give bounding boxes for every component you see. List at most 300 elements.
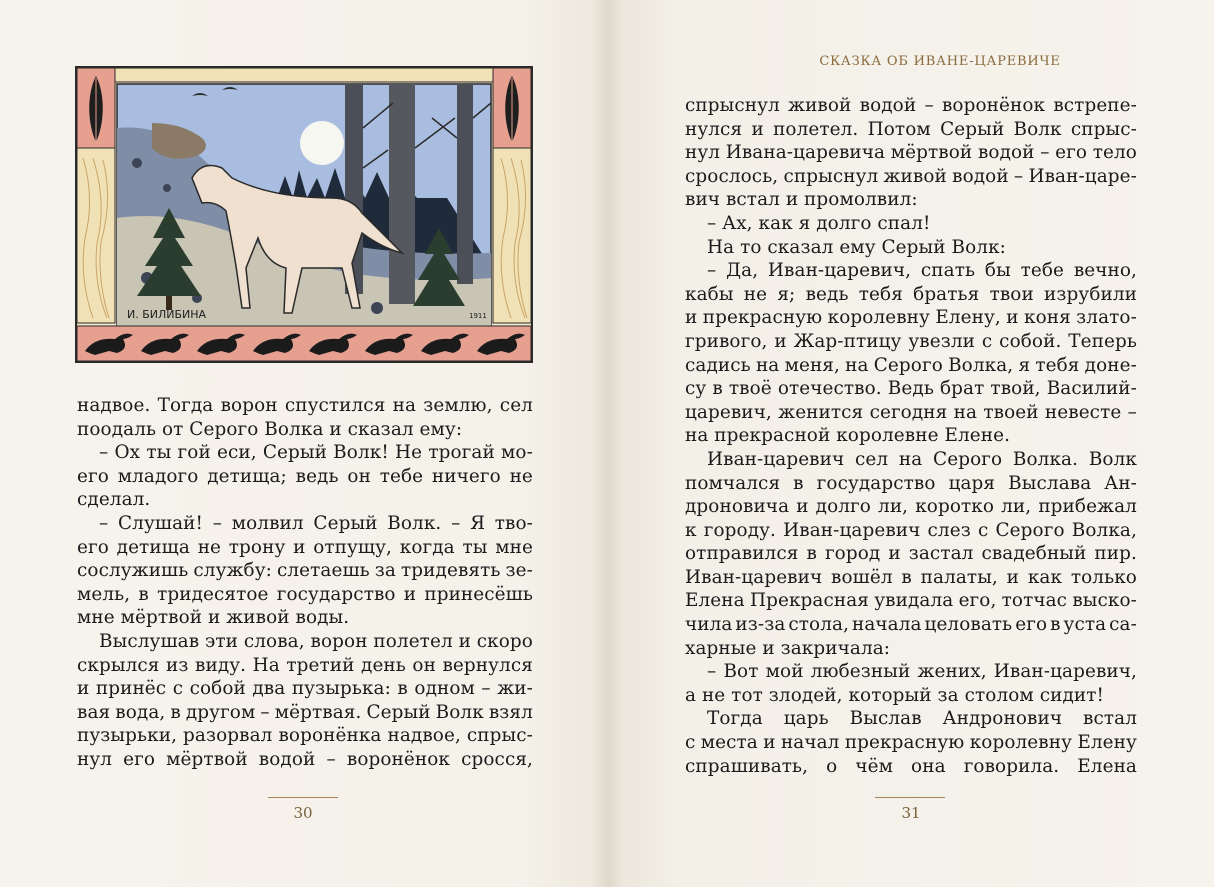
text-line bbox=[685, 472, 1137, 496]
word: его, bbox=[958, 590, 997, 612]
word: скоро bbox=[476, 630, 533, 652]
word: только bbox=[1070, 566, 1137, 588]
text-line bbox=[77, 441, 533, 465]
word: в bbox=[170, 701, 181, 723]
word: – bbox=[451, 512, 461, 534]
word: и bbox=[293, 536, 306, 558]
word: как bbox=[758, 212, 793, 234]
word: другом bbox=[185, 701, 256, 723]
word: королевну bbox=[969, 732, 1073, 754]
word: сел bbox=[499, 395, 533, 416]
word: вич bbox=[685, 189, 721, 211]
word: она bbox=[911, 755, 946, 777]
word: на bbox=[755, 354, 780, 376]
word: живой bbox=[883, 165, 947, 187]
text-line bbox=[77, 394, 533, 418]
word: тридевять bbox=[401, 560, 501, 582]
word: тебе bbox=[379, 465, 424, 487]
word: государство bbox=[816, 472, 936, 494]
text-line bbox=[685, 660, 1137, 684]
word: Иван-царевич, bbox=[767, 260, 912, 282]
word: прекрасную bbox=[844, 732, 965, 754]
word: нул bbox=[685, 142, 721, 164]
word: целовать bbox=[924, 614, 1013, 636]
word: мёртвой bbox=[120, 607, 203, 629]
text-line bbox=[77, 654, 533, 678]
word: – bbox=[99, 512, 109, 534]
text-line bbox=[77, 559, 533, 583]
word: Теперь bbox=[1068, 330, 1137, 352]
word: мёртвая. bbox=[274, 701, 362, 723]
word: мне bbox=[77, 607, 115, 629]
word: – bbox=[1127, 401, 1137, 423]
text-line bbox=[685, 141, 1137, 165]
word: сегодня bbox=[869, 401, 948, 423]
word: он bbox=[347, 465, 371, 487]
word: сказал bbox=[767, 236, 834, 258]
word: – bbox=[260, 701, 270, 723]
word: тридесятое bbox=[157, 583, 269, 605]
word: а bbox=[685, 684, 697, 706]
word: пир. bbox=[1094, 543, 1137, 565]
word: Волк. bbox=[387, 512, 442, 534]
word: Ох bbox=[114, 442, 141, 464]
word: палаты, bbox=[920, 566, 998, 588]
word: с bbox=[172, 678, 184, 700]
word: Ивана-царевича bbox=[725, 142, 886, 164]
word: дроновича bbox=[685, 496, 790, 518]
text-line bbox=[685, 165, 1137, 189]
word: его bbox=[1015, 614, 1048, 636]
word: я bbox=[798, 212, 811, 234]
word: собой bbox=[189, 678, 246, 700]
word: спрашивать, bbox=[685, 755, 809, 777]
word: Серого bbox=[995, 519, 1065, 541]
word: на bbox=[392, 395, 417, 416]
word: царь bbox=[783, 708, 829, 730]
word: садись bbox=[685, 354, 751, 376]
word: начал bbox=[780, 732, 840, 754]
word: прибежал bbox=[1038, 496, 1137, 518]
word: сросся, bbox=[461, 748, 533, 770]
word: я; bbox=[777, 283, 796, 305]
text-line bbox=[685, 566, 1137, 590]
word: в bbox=[712, 378, 723, 400]
word: когда bbox=[399, 536, 455, 558]
word: су bbox=[685, 378, 707, 400]
word: твоей bbox=[983, 401, 1039, 423]
word: долго bbox=[816, 212, 872, 234]
word: за bbox=[374, 560, 396, 582]
word: государство bbox=[276, 583, 396, 605]
word: трону bbox=[228, 536, 286, 558]
right-page bbox=[607, 0, 1214, 887]
word: изрубили bbox=[1044, 283, 1137, 305]
word: я bbox=[1018, 354, 1031, 376]
folio-rule bbox=[268, 797, 338, 798]
word: Потом bbox=[867, 118, 931, 140]
word: Тогда bbox=[157, 395, 214, 416]
word: Иван-царевич, bbox=[993, 661, 1137, 683]
word: слова, bbox=[243, 630, 305, 652]
word: твоё bbox=[728, 378, 772, 400]
word: тотчас bbox=[1001, 590, 1068, 612]
word: ведь bbox=[805, 283, 849, 305]
word: ли, bbox=[878, 496, 909, 518]
word: как bbox=[1027, 566, 1063, 588]
word: ворон bbox=[310, 630, 368, 652]
word: тебе bbox=[1020, 260, 1065, 282]
word: к bbox=[685, 519, 697, 541]
word: отечество. bbox=[777, 378, 882, 400]
word: злато- bbox=[1076, 307, 1137, 329]
word: сделал. bbox=[77, 489, 151, 511]
word: встал bbox=[1083, 708, 1137, 730]
text-line bbox=[685, 542, 1137, 566]
word: Я bbox=[470, 512, 486, 534]
word: вечно, bbox=[1073, 260, 1137, 282]
word: и bbox=[796, 496, 809, 518]
word: харные bbox=[685, 637, 757, 659]
word: твои bbox=[989, 283, 1034, 305]
word: Волка. bbox=[1012, 448, 1079, 470]
word: водой bbox=[977, 142, 1035, 164]
text-line bbox=[685, 188, 1137, 212]
text-line bbox=[685, 519, 1137, 543]
word: на bbox=[953, 401, 978, 423]
word: Волк! bbox=[333, 442, 389, 464]
text-line bbox=[685, 707, 1137, 731]
word: Серого bbox=[873, 354, 943, 376]
word: Волка bbox=[264, 418, 324, 440]
word: Волк bbox=[1013, 118, 1062, 140]
text-line bbox=[685, 495, 1137, 519]
folio-rule bbox=[875, 797, 945, 798]
wolf-illustration bbox=[77, 68, 531, 361]
word: царевич, bbox=[685, 401, 772, 423]
word: Не bbox=[395, 442, 423, 464]
word: мёртвой bbox=[166, 748, 248, 770]
word: водой bbox=[258, 748, 316, 770]
word: Елену bbox=[1077, 732, 1137, 754]
word: полетел. bbox=[773, 118, 859, 140]
word: и bbox=[403, 583, 417, 605]
word: и bbox=[762, 637, 775, 659]
word: разорвал bbox=[183, 725, 273, 747]
word: землю, bbox=[423, 395, 493, 416]
word: уста bbox=[1063, 614, 1107, 636]
word: Слушай! bbox=[118, 512, 203, 534]
text-line bbox=[685, 731, 1137, 755]
word: Серый bbox=[366, 701, 431, 723]
word: два bbox=[252, 678, 286, 700]
word: он bbox=[412, 654, 436, 676]
word: и bbox=[77, 678, 90, 700]
word: ведь bbox=[295, 465, 339, 487]
word: царя bbox=[948, 472, 996, 494]
text-line bbox=[685, 613, 1137, 637]
word: гой bbox=[177, 442, 211, 464]
word: Серый bbox=[262, 442, 327, 464]
word: день bbox=[361, 654, 406, 676]
word: тот bbox=[731, 684, 763, 706]
text-line bbox=[77, 677, 533, 701]
word: и bbox=[888, 543, 901, 565]
word: отпущу, bbox=[313, 536, 392, 558]
word: Иван-царевич bbox=[685, 566, 823, 588]
word: Елена bbox=[685, 590, 745, 612]
word: Тогда bbox=[707, 708, 763, 730]
word: мель, bbox=[77, 583, 131, 605]
word: стола, bbox=[788, 614, 850, 636]
word: – bbox=[707, 661, 717, 683]
text-line bbox=[77, 488, 533, 512]
word: живой bbox=[788, 95, 852, 116]
word: о bbox=[826, 755, 838, 777]
running-head: СКАЗКА ОБ ИВАНЕ-ЦАРЕВИЧЕ bbox=[819, 54, 1061, 69]
word: Прекрасная bbox=[749, 590, 870, 612]
word: его bbox=[1055, 142, 1088, 164]
word: в bbox=[901, 566, 912, 588]
word: – bbox=[481, 678, 491, 700]
word: ли, bbox=[1001, 496, 1032, 518]
word: Вот bbox=[723, 661, 759, 683]
word: принёс bbox=[95, 678, 167, 700]
word: и bbox=[774, 330, 787, 352]
word: надвое. bbox=[77, 395, 151, 416]
word: спрыснул bbox=[685, 95, 780, 116]
word: Елена bbox=[1077, 755, 1137, 777]
word: третий bbox=[286, 654, 355, 676]
word: и bbox=[751, 118, 764, 140]
text-line bbox=[685, 354, 1137, 378]
word: помчался bbox=[685, 472, 781, 494]
word: – bbox=[1013, 165, 1024, 187]
word: твой, bbox=[990, 378, 1041, 400]
word: начала bbox=[851, 614, 922, 636]
word: не bbox=[743, 283, 768, 305]
text-line bbox=[77, 465, 533, 489]
word: застал bbox=[908, 543, 974, 565]
word: слетаешь bbox=[276, 560, 370, 582]
book-gutter bbox=[592, 0, 622, 887]
word: зе- bbox=[505, 560, 533, 582]
text-line bbox=[685, 94, 1137, 118]
word: спрыснул bbox=[783, 165, 879, 187]
text-line bbox=[685, 377, 1137, 401]
word: младого bbox=[117, 465, 199, 487]
text-line bbox=[685, 401, 1137, 425]
word: На bbox=[252, 654, 280, 676]
word: Жар-птицу bbox=[793, 330, 902, 352]
word: и bbox=[458, 630, 471, 652]
word: – bbox=[707, 260, 717, 282]
text-line bbox=[685, 283, 1137, 307]
word: спрыс- bbox=[1070, 118, 1137, 140]
word: в bbox=[793, 472, 804, 494]
word: пузырька: bbox=[291, 678, 391, 700]
word: детища; bbox=[207, 465, 287, 487]
word: срослось, bbox=[685, 165, 779, 187]
word: Ведь bbox=[887, 378, 934, 400]
word: поодаль bbox=[77, 418, 157, 440]
text-line bbox=[77, 606, 533, 630]
word: говорила. bbox=[963, 755, 1060, 777]
word: с bbox=[977, 519, 989, 541]
word: мой bbox=[765, 661, 804, 683]
word: Серый bbox=[881, 236, 946, 258]
word: не bbox=[197, 536, 222, 558]
text-line bbox=[685, 637, 1137, 661]
word: тело bbox=[1092, 142, 1137, 164]
word: выско- bbox=[1072, 590, 1137, 612]
word: злодей, bbox=[768, 684, 843, 706]
word: еси, bbox=[216, 442, 257, 464]
text-line bbox=[77, 748, 533, 772]
word: – bbox=[212, 512, 223, 534]
word: прекрасную bbox=[702, 307, 823, 329]
word: и bbox=[785, 189, 799, 211]
text-line bbox=[685, 330, 1137, 354]
word: свадебный bbox=[981, 543, 1087, 565]
word: на bbox=[845, 354, 869, 376]
word: мо- bbox=[501, 442, 533, 464]
word: долго bbox=[815, 496, 871, 518]
word: и bbox=[763, 732, 776, 754]
word: чила bbox=[685, 614, 733, 636]
word: доне- bbox=[1084, 354, 1137, 376]
word: – bbox=[707, 212, 717, 234]
word: спрыс- bbox=[466, 725, 533, 747]
word: надвое, bbox=[387, 725, 461, 747]
word: в bbox=[397, 678, 408, 700]
word: жи- bbox=[497, 678, 533, 700]
word: коротко bbox=[915, 496, 995, 518]
word: собой. bbox=[999, 330, 1062, 352]
word: встрепе- bbox=[1053, 95, 1137, 116]
word: Андронович bbox=[942, 708, 1063, 730]
word: промолвил: bbox=[804, 189, 918, 211]
word: коня bbox=[1023, 307, 1071, 329]
word: женится bbox=[778, 401, 864, 423]
word: молвил bbox=[231, 512, 304, 534]
word: вая bbox=[77, 701, 111, 723]
text-line bbox=[77, 583, 533, 607]
illustration-frame bbox=[75, 66, 533, 363]
word: увезли bbox=[908, 330, 975, 352]
word: Серого bbox=[189, 418, 259, 440]
word: Елене. bbox=[944, 425, 1011, 447]
word: воронёнок bbox=[941, 95, 1046, 116]
word: его bbox=[123, 748, 156, 770]
word: не bbox=[509, 465, 533, 487]
word: Серый bbox=[313, 512, 378, 534]
text-line bbox=[685, 259, 1137, 283]
word: воронёнка bbox=[278, 725, 382, 747]
word: трогай bbox=[428, 442, 495, 464]
word: город bbox=[824, 543, 881, 565]
word: Волк bbox=[435, 701, 484, 723]
word: – bbox=[924, 95, 934, 116]
word: са- bbox=[1109, 614, 1137, 636]
word: тебя bbox=[1035, 354, 1080, 376]
word: нулся bbox=[685, 118, 743, 140]
text-line bbox=[685, 684, 1137, 708]
word: с bbox=[981, 330, 993, 352]
word: взял bbox=[488, 701, 533, 723]
word: ничего bbox=[431, 465, 501, 487]
word: в bbox=[138, 583, 149, 605]
word: Волка, bbox=[948, 354, 1014, 376]
word: Выслушав bbox=[99, 630, 200, 652]
word: спустился bbox=[284, 395, 386, 416]
word: из-за bbox=[735, 614, 786, 636]
word: который bbox=[848, 684, 932, 706]
word: виду. bbox=[195, 654, 247, 676]
word: ты bbox=[146, 442, 172, 464]
word: за bbox=[937, 684, 959, 706]
text-line bbox=[685, 212, 1137, 236]
word: – bbox=[1040, 142, 1050, 164]
word: – bbox=[99, 442, 109, 464]
word: и bbox=[1006, 307, 1019, 329]
word: кабы bbox=[685, 283, 734, 305]
word: отправился bbox=[685, 543, 799, 565]
word: королевне bbox=[836, 425, 939, 447]
word: вода, bbox=[115, 701, 166, 723]
word: столом bbox=[964, 684, 1034, 706]
word: спать bbox=[920, 260, 976, 282]
text-line bbox=[77, 512, 533, 536]
word: сказал bbox=[347, 418, 414, 440]
word: меня, bbox=[784, 354, 840, 376]
word: Елену, bbox=[935, 307, 1001, 329]
word: Волк bbox=[1088, 448, 1137, 470]
word: жених, bbox=[917, 661, 987, 683]
text-line bbox=[685, 118, 1137, 142]
word: и bbox=[1006, 566, 1020, 588]
word: королевну bbox=[827, 307, 930, 329]
word: и bbox=[208, 607, 221, 629]
text-line bbox=[685, 448, 1137, 472]
word: брат bbox=[939, 378, 985, 400]
word: мне bbox=[495, 536, 533, 558]
text-line bbox=[77, 536, 533, 560]
word: Ах, bbox=[722, 212, 753, 234]
word: Выслав bbox=[849, 708, 922, 730]
word: любезный bbox=[810, 661, 911, 683]
word: спал! bbox=[877, 212, 931, 234]
word: живой bbox=[226, 607, 290, 629]
word: братья bbox=[913, 283, 980, 305]
text-line bbox=[77, 724, 533, 748]
word: Да, bbox=[726, 260, 759, 282]
word: прекрасной bbox=[714, 425, 831, 447]
word: Иван-царевич bbox=[707, 448, 845, 470]
word: ворон bbox=[220, 395, 278, 416]
text-line bbox=[685, 424, 1137, 448]
word: тво- bbox=[494, 512, 533, 534]
word: воронёнок bbox=[346, 748, 450, 770]
word: чём bbox=[855, 755, 894, 777]
word: закричала: bbox=[780, 637, 891, 659]
word: полетел bbox=[373, 630, 453, 652]
word: пузырьки, bbox=[77, 725, 178, 747]
word: детища bbox=[116, 536, 190, 558]
word: городу. bbox=[703, 519, 776, 541]
word: ты bbox=[462, 536, 488, 558]
page-number-left: 30 bbox=[293, 804, 313, 822]
